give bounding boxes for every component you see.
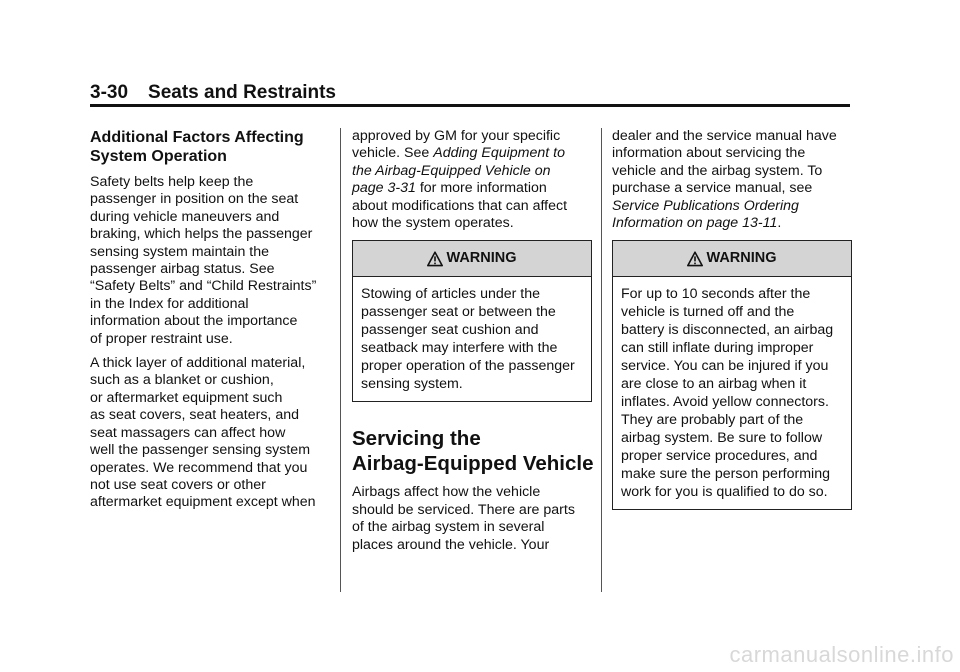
column-1 xyxy=(90,128,330,519)
link-page-13-11[interactable]: Information on page 13-11 xyxy=(612,215,778,232)
warning-label: WARNING xyxy=(706,250,777,267)
warning-triangle-icon xyxy=(427,251,443,267)
safety-belts-paragraph: Safety belts help keep the passenger in position on the seat during vehicle maneuvers and braking, which helps the passenger sensing system maintain the passenger airbag status. See “Safety Belts” and “Child Restraints” in the Index for additional information about the importance of proper restraint use. xyxy=(90,174,317,347)
watermark: carmanualsonline.info xyxy=(729,642,954,667)
warning-header xyxy=(613,241,851,277)
approved-equipment-paragraph: approved by GM for your specific vehicle. See Adding Equipment to the Airbag-Equipped Vehicle on page 3-31 for more information about modifications that can affect how the system operates. xyxy=(352,128,568,232)
warning-label: WARNING xyxy=(446,250,517,267)
link-service-publications[interactable]: Service Publications Ordering xyxy=(612,197,799,214)
header-rule xyxy=(90,104,850,107)
column-2 xyxy=(352,128,592,561)
column-divider-2 xyxy=(601,128,602,592)
warning-body: Stowing of articles under the passenger seat or between the passenger seat cushion and seatback may interfere with the proper operation of the passenger sensing system. xyxy=(361,286,575,393)
additional-material-paragraph: A thick layer of additional material, such as a blanket or cushion, or aftermarket equipment such as seat covers, seat heaters, and seat massagers can affect how well the passenger sensing system operates. We recommend that you not use seat covers or other aftermarket equipment except when xyxy=(90,355,316,511)
warning-header xyxy=(353,241,591,277)
link-adding-equipment-cont[interactable]: the Airbag-Equipped Vehicle on xyxy=(352,162,551,179)
column-3 xyxy=(612,128,852,510)
page-number: 3-30 xyxy=(90,82,129,103)
link-adding-equipment[interactable]: Adding Equipment to xyxy=(433,145,565,162)
service-manual-paragraph: dealer and the service manual have information about servicing the vehicle and the airbag system. To purchase a service manual, see Service Publications Ordering Information on page 13-11. xyxy=(612,128,837,232)
warning-body: For up to 10 seconds after the vehicle is turned off and the battery is disconnected, an airbag can still inflate during improper service. You can be injured if you are close to an airbag when it inflates. Avoid yellow connectors. They are probably part of the airbag system. Be sure to follow proper service procedures, and make sure the person performing work for you is qualified to do so. xyxy=(621,286,834,501)
servicing-paragraph: Airbags affect how the vehicle should be serviced. There are parts of the airbag system in several places around the vehicle. Your xyxy=(352,484,575,553)
warning-box-stowing xyxy=(352,240,592,402)
column-divider-1 xyxy=(340,128,341,592)
link-page-3-31[interactable]: page 3-31 xyxy=(352,180,416,197)
section-title: Seats and Restraints xyxy=(148,82,336,103)
page-header xyxy=(90,82,850,104)
warning-box-airbag-service xyxy=(612,240,852,510)
servicing-heading: Servicing the Airbag-Equipped Vehicle xyxy=(352,427,594,476)
additional-factors-heading: Additional Factors Affecting System Operation xyxy=(90,129,304,165)
warning-triangle-icon xyxy=(687,251,703,267)
